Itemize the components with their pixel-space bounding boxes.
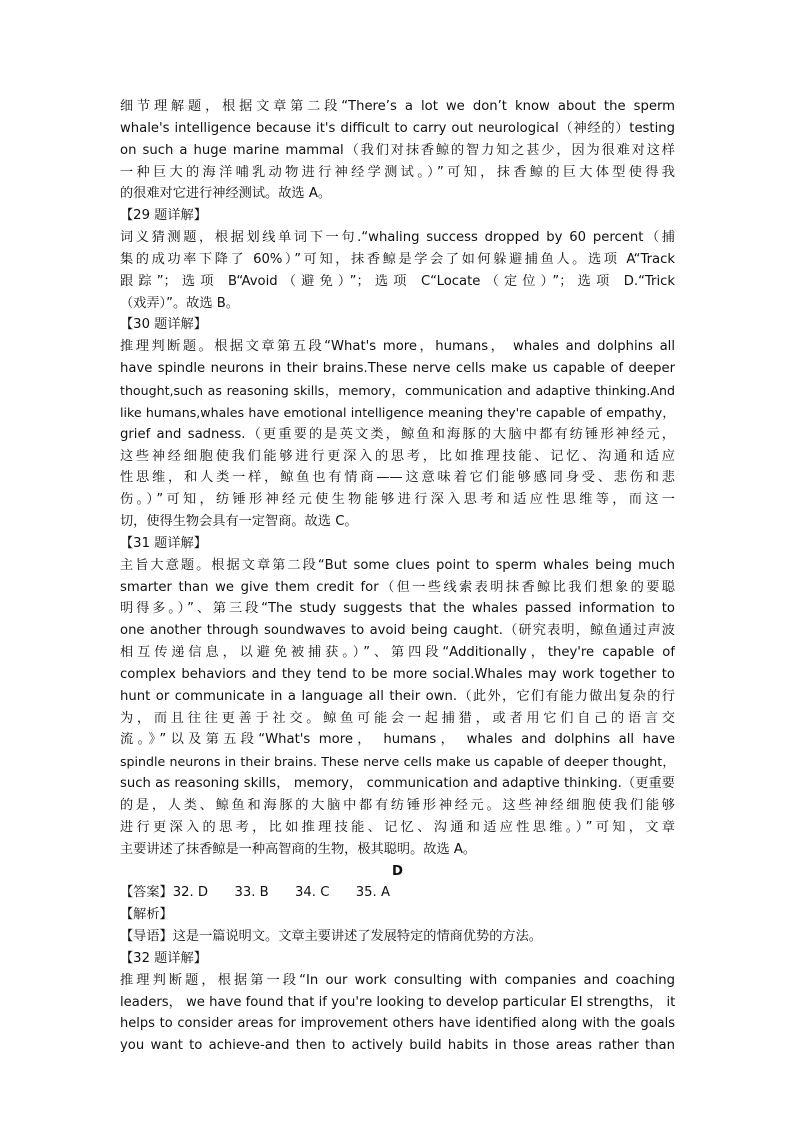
- text-line: 明得多。）”、第三段“The study suggests that the whales passed information to: [120, 601, 675, 617]
- text-line: 跟踪”；选项 B“Avoid（避免）”；选项 C“Locate（定位）”；选项 D.“Trick: [120, 273, 675, 289]
- text-line: 词义猜测题，根据划线单词下一句.“whaling success dropped by 60 percent（捕: [120, 230, 675, 246]
- text-line: 相互传递信息，以避免被捕获。）”、第四段“Additionally，they're capable of: [120, 645, 675, 661]
- text-line: thought,such as reasoning skills，memory，communication and adaptive thinking.And: [120, 382, 675, 398]
- text-line: you want to achieve-and then to actively build habits in those areas rather than: [120, 1038, 675, 1054]
- text-line: 主旨大意题。根据文章第二段“But some clues point to sperm whales being much: [120, 557, 675, 573]
- text-line: 细节理解题，根据文章第二段“There’s a lot we don’t know about the sperm: [120, 99, 675, 114]
- text-line: 集的成功率下降了 60%）”可知，抹香鲸是学会了如何躲避捕鱼人。选项 A“Track: [120, 251, 675, 267]
- text-line: 的很难对它进行神经测试。故选 A。: [120, 186, 332, 202]
- guide-line: 【导语】这是一篇说明文。文章主要讲述了发展特定的情商优势的方法。: [120, 929, 542, 945]
- text-line: 的是，人类、鲸鱼和海豚的大脑中都有纺锤形神经元。这些神经细胞使我们能够: [120, 798, 675, 813]
- text-line: 推理判断题，根据第一段“In our work consulting with companies and coaching: [120, 972, 675, 988]
- answer-line: 【答案】32. D 33. B 34. C 35. A: [120, 885, 390, 901]
- text-line: whale's intelligence because it's difficult to carry out neurological（神经的）testing: [120, 120, 675, 136]
- text-line: 切，使得生物会具有一定智商。故选 C。: [120, 514, 358, 530]
- text-line: smarter than we give them credit for（但一些线索表明抹香鲸比我们想象的要聪: [120, 579, 675, 595]
- section-heading-29: 【29 题详解】: [120, 208, 207, 224]
- text-line: like humans,whales have emotional intelligence meaning they're capable of empathy，: [120, 404, 675, 420]
- text-line: 一种巨大的海洋哺乳动物进行神经学测试。）”可知，抹香鲸的巨大体型使得我: [120, 164, 675, 180]
- section-heading-32: 【32 题详解】: [120, 950, 207, 966]
- text-line: 性思维，和人类一样，鲸鱼也有情商——这意味着它们能够感同身受、悲伤和悲: [120, 470, 675, 486]
- text-line: 伤。）”可知，纺锤形神经元使生物能够进行深入思考和适应性思维等，而这一: [120, 492, 675, 508]
- text-line: 流。》”以及第五段“What's more， humans， whales and dolphins all have: [120, 732, 675, 748]
- text-line: complex behaviors and they tend to be more social.Whales may work together to: [120, 666, 675, 682]
- text-line: grief and sadness.（更重要的是英文类，鲸鱼和海豚的大脑中都有纺锤形神经元，: [120, 426, 675, 442]
- passage-letter-heading: D: [392, 863, 403, 879]
- text-line: such as reasoning skills， memory， communication and adaptive thinking.（更重要: [120, 776, 675, 792]
- text-line: helps to consider areas for improvement others have identified along with the goals: [120, 1016, 675, 1032]
- analysis-heading: 【解析】: [120, 907, 173, 923]
- text-line: 进行更深入的思考，比如推理技能、记忆、沟通和适应性思维。）”可知，文章: [120, 819, 675, 835]
- text-line: 主要讲述了抹香鲸是一种高智商的生物，极其聪明。故选 A。: [120, 841, 477, 857]
- section-heading-31: 【31 题详解】: [120, 535, 207, 551]
- text-line: leaders， we have found that if you're looking to develop particular EI strengths， it: [120, 994, 675, 1010]
- text-line: 推理判断题。根据文章第五段“What's more，humans， whales and dolphins all: [120, 339, 675, 355]
- text-line: （戏弄）”。故选 B。: [120, 295, 239, 311]
- text-line: have spindle neurons in their brains.These nerve cells make us capable of deeper: [120, 361, 675, 377]
- document-body: [120, 96, 675, 1057]
- text-line: spindle neurons in their brains. These nerve cells make us capable of deeper thought，: [120, 754, 675, 770]
- text-line: hunt or communicate in a language all their own.（此外，它们有能力做出复杂的行: [120, 688, 675, 704]
- text-line: 这些神经细胞使我们能够进行更深入的思考，比如推理技能、记忆、沟通和适应: [120, 448, 675, 464]
- text-line: one another through soundwaves to avoid being caught.（研究表明，鲸鱼通过声波: [120, 623, 675, 639]
- section-heading-30: 【30 题详解】: [120, 317, 207, 333]
- text-line: on such a huge marine mammal（我们对抹香鲸的智力知之甚少，因为很难对这样: [120, 142, 675, 158]
- text-line: 为，而且往往更善于社交。鲸鱼可能会一起捕猎，或者用它们自己的语言交: [120, 710, 675, 726]
